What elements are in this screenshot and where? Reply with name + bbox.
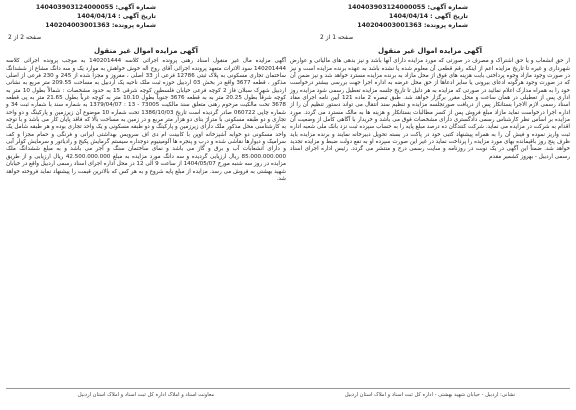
- left-page-meta: [6, 3, 156, 30]
- file-number: شماره پرونده: 140204003001363: [45, 22, 156, 29]
- left-page-column: [6, 48, 286, 183]
- left-page-title: آگهی مزایده اموال غیر منقول: [93, 47, 199, 55]
- right-page-number: صفحه 1 از 2: [320, 34, 354, 41]
- right-page-title: آگهی مزایده اموال غیر منقول: [377, 47, 483, 55]
- right-footer: نشانی: اردبیل - خیابان شهید بهشتی - اداره کل ثبت اسناد و املاک استان اردبیل: [344, 392, 516, 398]
- left-page-number: صفحه 2 از 2: [8, 34, 42, 41]
- right-page-body: ار حق انشعاب و یا حق اشتراک و مصرف در صورتی که مورد مزایده دارای آنها باشد و نیز بدهی های مالیاتی و عوارض شهرداری و غیره تا تاریخ مزایده اعم از اینکه رقم قطعی آن معلوم شده یا نشده باشد به عهده برنده مزایده است و نیز در صورت وجود مازاد وجوه پرداختی بابت هزینه های فوق از محل مازاد به برنده مزایده مسترد خواهد شد و نیز ضمن آن که در صورت وجود هرگونه ادعای بیرونی یا سایر ادعاها از حق محل عرضه به اداره اجرا جهت بررسی بیشتر درخواست خود را به همراه مدارک اعلام نمائید در صورتی که مزایده به هر دلیل تا تاریخ جلسه مزایده تعطیل رسمی شود مزایده روز اداری پس از تعطیلی در همان ساعت و محل مقرر برگزار خواهد شد. طبق تبصره 2 ماده 121 آیین نامه اجرای مفاد اسناد رسمی لازم الاجرا بستانکار پس از دریافت صورتجلسه مزایده و تنظیم سند انتقال می تواند دستور تنظیم آن را از اداره اجرا درخواست نماید مازاد مبلغ فروش پس از کسر مطالبات بستانکار و هزینه ها به مالک مسترد می گردد. مورد مزایده بر اساس نظر کارشناس رسمی دادگستری دارای مشخصات فوق می باشد و خریدار با آگاهی کامل از وضعیت آن اقدام به شرکت در مزایده می نماید. شرکت کنندگان ده درصد مبلغ پایه را به حساب سپرده ثبت نزد بانک ملی شعبه اداره ثبت واریز نموده و فیش آن را به همراه پیشنهاد کتبی خود در پاکت در بسته تحویل دبیرخانه نمایند و برنده مزایده باید ظرف پنج روز باقیمانده بهای مورد مزایده را پرداخت نماید در غیر این صورت سپرده او به نفع دولت ضبط و مزایده تجدید خواهد شد. ضمناً این آگهی در یک نوبت در روزنامه و سایت رسمی درج و منتشر می گردد. رئیس اداره اجرای اسناد رسمی اردبیل - بهروز کشمیر مقدم: [290, 58, 570, 160]
- footer-divider: [6, 388, 570, 389]
- case-number: شماره آگهی: 140403903124000055: [35, 4, 156, 11]
- notice-date: تاریخ آگهی : 1404/04/14: [389, 13, 468, 20]
- notice-date: تاریخ آگهی : 1404/04/14: [77, 13, 156, 20]
- left-footer: معاونت اسناد و املاک اداره کل ثبت اسناد و املاک استان اردبیل: [77, 392, 215, 398]
- case-number: شماره آگهی: 140403903124000055: [347, 4, 468, 11]
- left-page-body: آگهی مزایده مال غیر منقول اسناد رهنی پرونده اجرائی کلاسه 140201444 به موجب پرونده اجرائی کلاسه 140201444 سود الاترات متعهد پرونده اجرائی آقای روح اله خوش خواهش به موارد یک و سه دانگ مشاع از ششدانگ ساختمان تجاری مسکونی به پلاک ثبتی 12786 فرعی از 33 اصلی ، مفروز و مجزا شده از 245 و 230 فرعی از اصلی مذکور ، قطعه 3677 واقع در بخش 03 اردبیل حوزه ثبت ملک ناحیه یک اردبیل به مساحت 209.55 متر مربع به نشانی اردبیل شهرک سبلان فاز 2 کوچه فرعی خیابان فلسطین کوچه شرقی 15 به حدود مشخصات : شمالاً بطول 10 متر به کوچه شرقاً بطول 20.25 متر به به قطعه 3676 جنوباً بطول 10.10 متر به کوچه غرباً بطول 21.65 متر به پی قطعه 3678 تحت مالکیت مرحوم رهنی متعلق سند مالکیت 73005 - 13 : 1379/04/07 به شماره سند با شماره ثبت 34 و شماره چاپی 060722 صادر گردیده است تاریخ 1386/10/03 تحت شماره 10 موضوع آن زیرزمین و پارکینگ و دو واحد تجاری و دو طبقه مسکونی با متراژ بنای دو هزار متر مربع و در زمین به مساحت بالا که فاقد پایان کار می باشد و با توجه به کارشناسی محل مذکور ملک دارای زیرزمین و پارکینگ و دو طبقه مسکونی و یک واحد تجاری بوده و هر طبقه شامل یک واحد مسکونی دو خوابه آشپزخانه اوپن با کابینت ام دی اف سرویس بهداشتی ایرانی و فرنگی و حمام مجزا و کف سرامیک و دیوارها نقاشی شده و درب و پنجره ها آلومینیوم دوجداره سیستم گرمایش پکیج و رادیاتور و سرمایش کولر آبی و دارای انشعابات آب و برق و گاز می باشد و نمای ساختمان سنگ و آجر می باشد و به مبلغ ششدانگ ملک 85.000.000.000 ریال ارزیابی گردیده و سه دانگ مورد مزایده به مبلغ 42.500.000.000 ریال ارزیابی و از طریق مزایده در روز سه شنبه مورخ 1404/05/07 از ساعت 9 الی 12 در محل اداره اجرای اسناد رسمی اردبیل واقع در خیابان شهید بهشتی به فروش می رسد. مزایده از مبلغ پایه شروع و به هر کس که بالاترین قیمت را پیشنهاد نماید فروخته خواهد شد.: [6, 58, 286, 182]
- right-page-meta: [318, 3, 468, 30]
- file-number: شماره پرونده: 140204003001363: [357, 22, 468, 29]
- right-page-column: [290, 48, 570, 161]
